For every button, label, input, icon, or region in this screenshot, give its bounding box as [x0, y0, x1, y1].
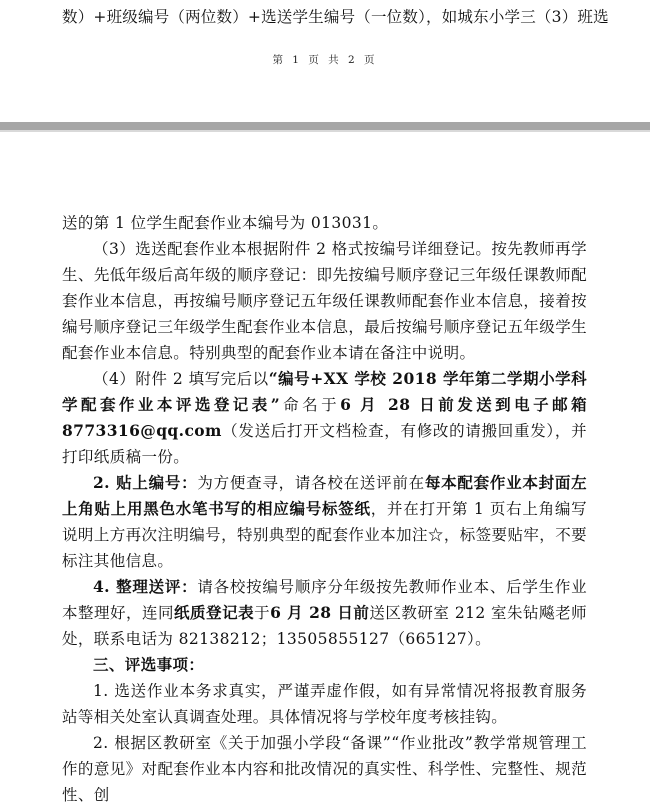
labeling-instruction-bold: 每本配套作业本封面左上角贴上用黑色水笔书写的相应编号标签纸	[62, 473, 587, 518]
paragraph-organize: 4. 整理送评：请各校按编号顺序分年级按先教师作业本、后学生作业本整理好，连同纸质登记表于6 月 28 日前送区教研室 212 室朱钻飚老师处，联系电话为 82138212；13505855127（665127）。	[62, 577, 587, 648]
paragraph-authenticity: 1. 选送作业本务求真实，严谨弄虚作假，如有异常情况将报教育服务站等相关处室认真调查处理。具体情况将与学校年度考核挂钩。	[62, 682, 587, 726]
page-separator	[0, 122, 650, 130]
paragraph-criteria: 2. 根据区教研室《关于加强小学段“备课”“作业批改”教学常规管理工作的意见》对配套作业本内容和批改情况的真实性、科学性、完整性、规范性、创	[62, 734, 587, 804]
page-separator-shadow	[0, 130, 650, 132]
page-footer: 第 1 页 共 2 页	[272, 54, 378, 66]
paragraph-labeling: 2. 贴上编号：为方便查寻，请各校在送评前在每本配套作业本封面左上角贴上用黑色水笔书写的相应编号标签纸，并在打开第 1 页右上角编写说明上方再次注明编号，特别典型的配套作业本加注☆，标签要贴牢，不要标注其他信息。	[62, 473, 588, 570]
previous-page-last-line: 数）+班级编号（两位数）+选送学生编号（一位数），如城东小学三（3）班选	[62, 8, 609, 26]
section-heading-evaluation: 三、评选事项：	[93, 655, 205, 674]
form-title-bold: “编号+XX 学校 2018 学年第二学期小学科学配套作业本评选登记表”	[62, 369, 588, 414]
paper-form-bold: 纸质登记表	[174, 603, 255, 622]
document-body	[62, 210, 587, 808]
paragraph-submission: （4）附件 2 填写完后以“编号+XX 学校 2018 学年第二学期小学科学配套作业本评选登记表”命名于6 月 28 日前发送到电子邮箱 8773316@qq.com（发送后打开文档检查，有修改的请搬回重发），并打印纸质稿一份。	[62, 369, 588, 466]
previous-page-bottom	[0, 0, 650, 122]
deadline-bold: 6 月 28 日前	[270, 603, 370, 622]
labeling-heading: 2. 贴上编号：	[93, 473, 198, 492]
deadline-email-bold: 6 月 28 日前发送到电子邮箱 8773316@qq.com	[62, 395, 587, 440]
paragraph-registration: （3）选送配套作业本根据附件 2 格式按编号详细登记。按先教师再学生、先低年级后高年级的顺序登记：即先按编号顺序登记三年级任课教师配套作业本信息，再按编号顺序登记五年级任课教师配套作业本信息，接着按编号顺序登记三年级学生配套作业本信息，最后按编号顺序登记五年级学生配套作业本信息。特别典型的配套作业本请在备注中说明。	[62, 240, 587, 362]
paragraph-continuation: 送的第 1 位学生配套作业本编号为 013031。	[62, 214, 389, 232]
organize-heading: 4. 整理送评：	[93, 577, 198, 596]
